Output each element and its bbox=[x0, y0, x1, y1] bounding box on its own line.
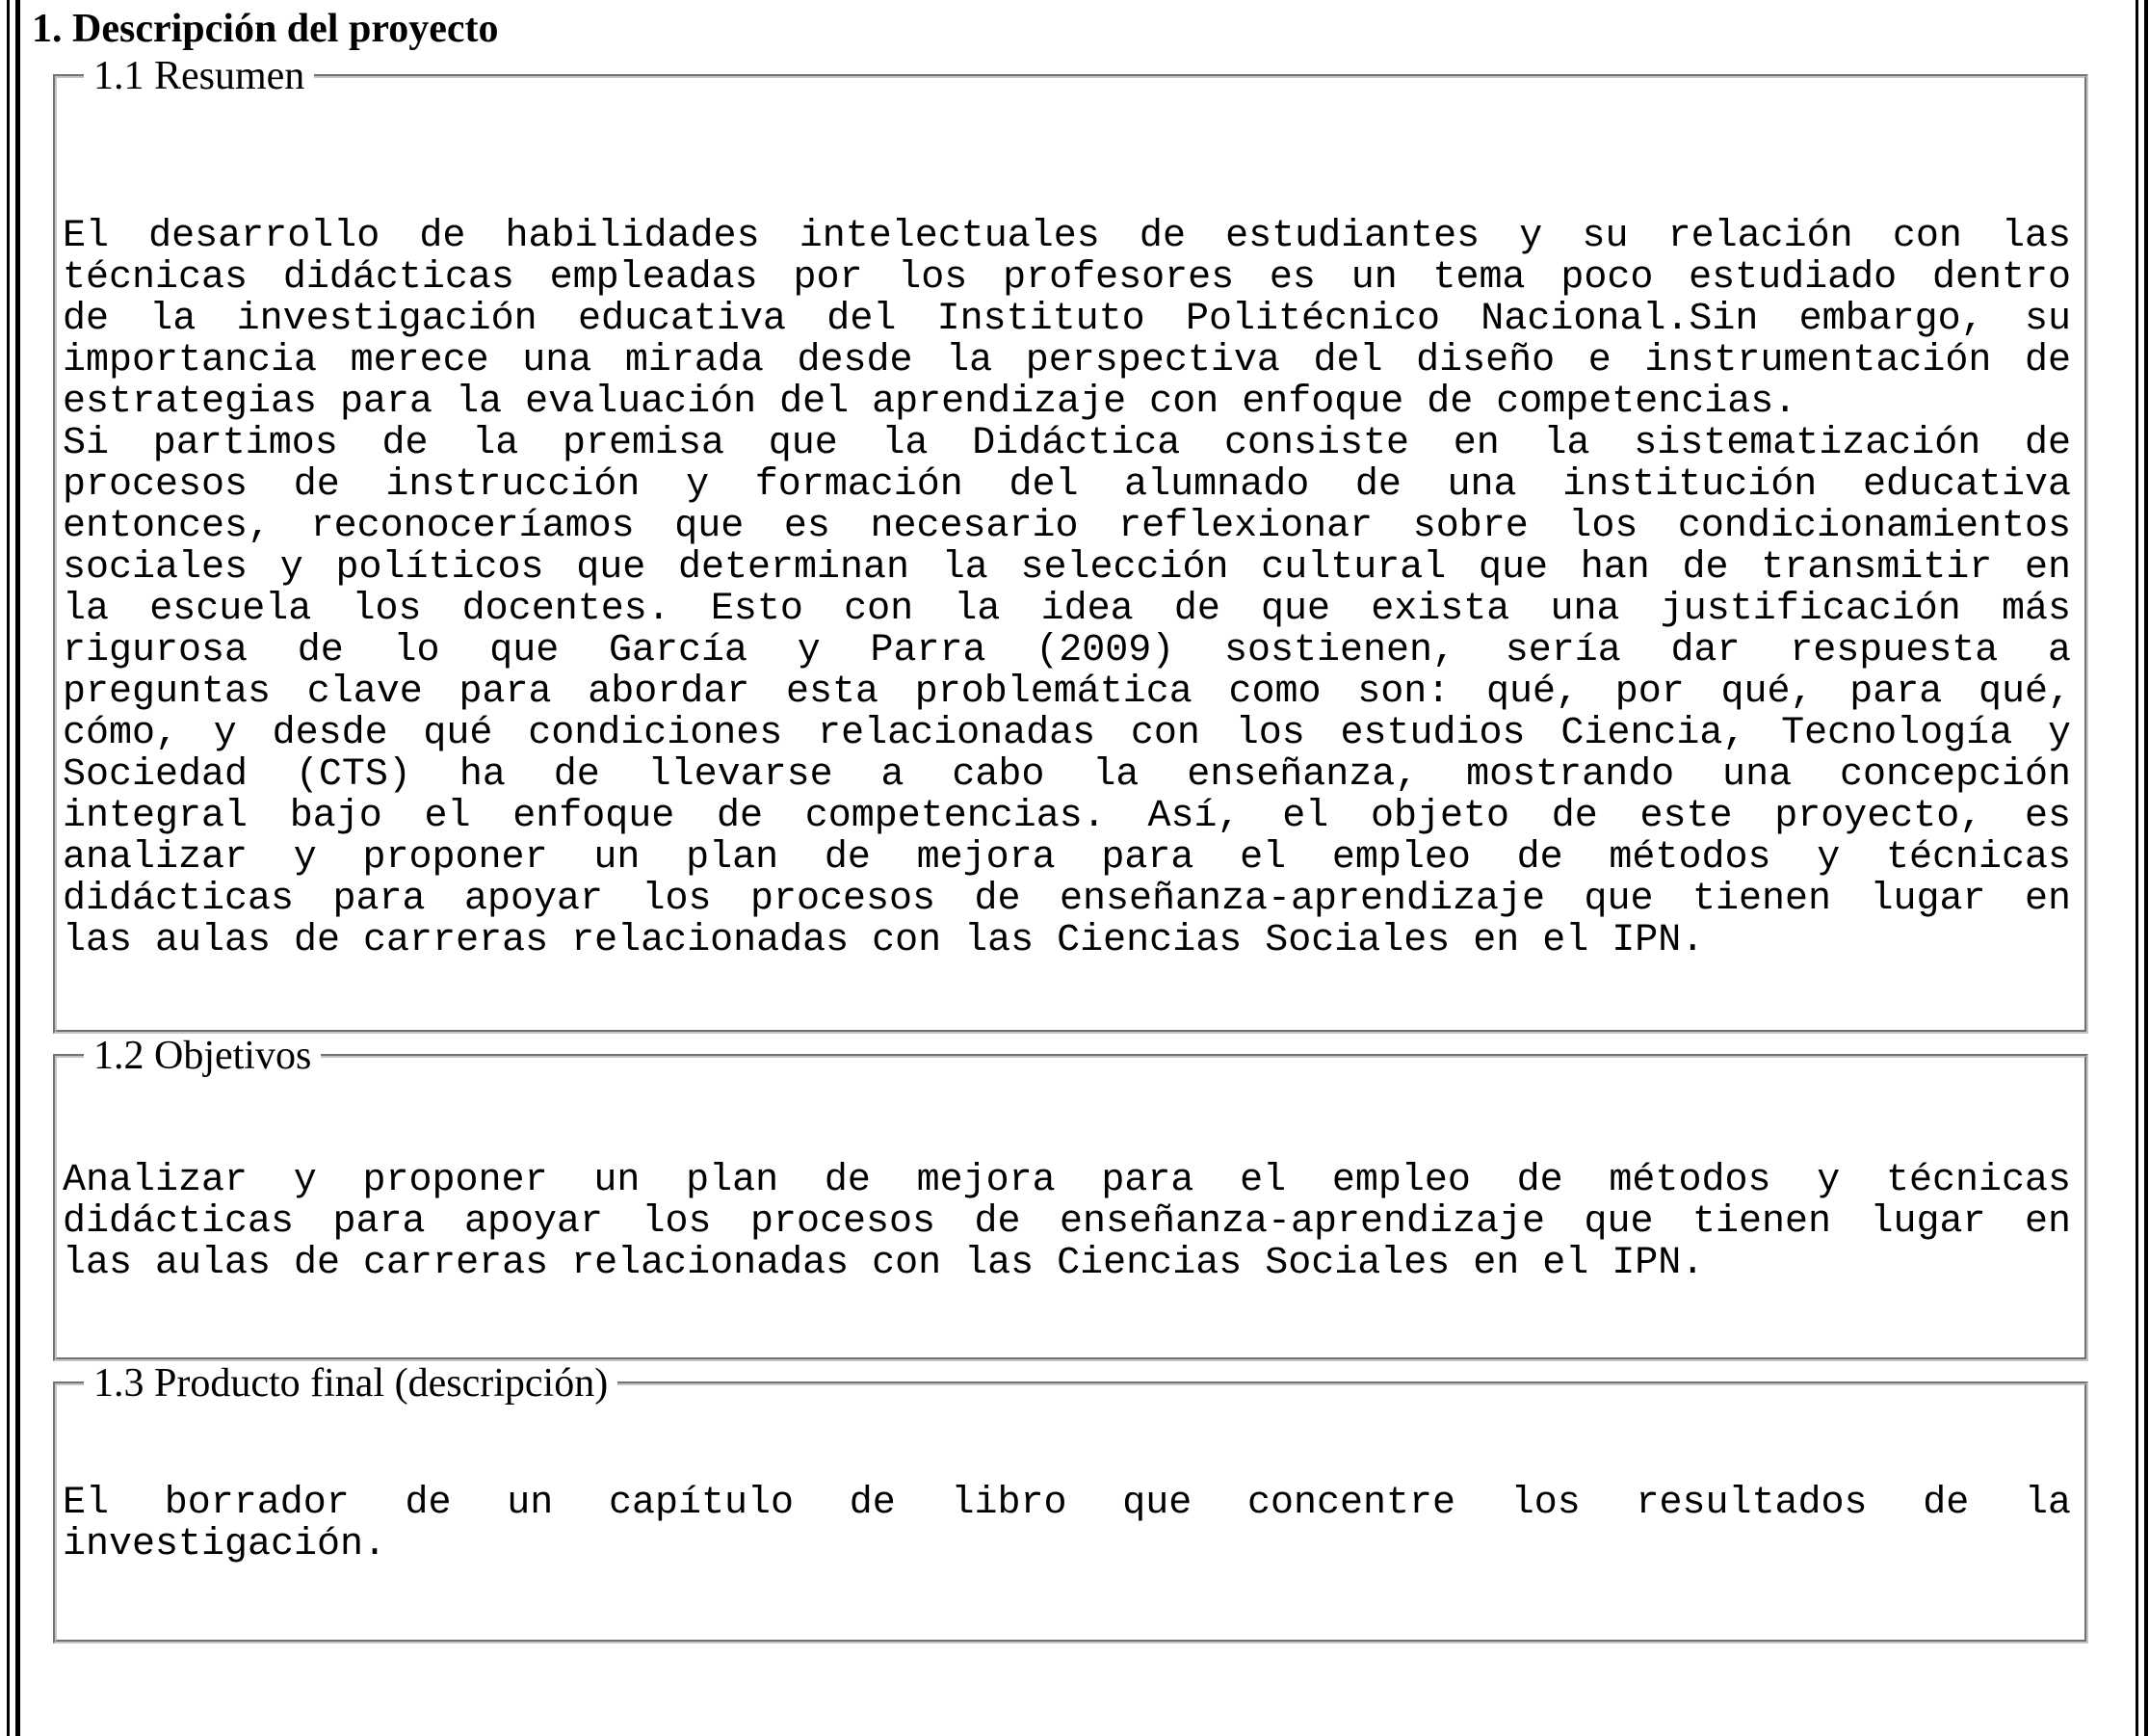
section-producto-final-legend: 1.3 Producto final (descripción) bbox=[84, 1361, 617, 1406]
text-line: las aulas de carreras relacionadas con las Ciencias Sociales en el IPN. bbox=[63, 919, 1705, 962]
section-resumen bbox=[53, 54, 2088, 1034]
section-objetivos-legend: 1.2 Objetivos bbox=[84, 1034, 321, 1078]
section-resumen-legend: 1.1 Resumen bbox=[84, 54, 314, 98]
objetivos-text bbox=[63, 1160, 2071, 1284]
text-line: rigurosa de lo que García y Parra (2009) sostienen, sería dar respuesta a bbox=[63, 629, 2071, 672]
text-line: preguntas clave para abordar esta problemática como son: qué, por qué, para qué, bbox=[63, 671, 2071, 714]
text-line: procesos de instrucción y formación del alumnado de una institución educativa bbox=[63, 463, 2071, 507]
text-line: integral bajo el enfoque de competencias. Así, el objeto de este proyecto, es bbox=[63, 795, 2071, 838]
text-line: las aulas de carreras relacionadas con las Ciencias Sociales en el IPN. bbox=[63, 1242, 1705, 1285]
paragraph bbox=[63, 1483, 2071, 1565]
text-line: analizar y proponer un plan de mejora para el empleo de métodos y técnicas bbox=[63, 836, 2071, 880]
text-line: de la investigación educativa del Instituto Politécnico Nacional.Sin embargo, su bbox=[63, 298, 2071, 341]
text-line: cómo, y desde qué condiciones relacionadas con los estudios Ciencia, Tecnología y bbox=[63, 712, 2071, 755]
page-content bbox=[20, 0, 2136, 1736]
text-line: entonces, reconoceríamos que es necesario reflexionar sobre los condicionamientos bbox=[63, 505, 2071, 548]
section-producto-final bbox=[53, 1361, 2088, 1644]
section-objetivos bbox=[53, 1034, 2088, 1361]
text-line: estrategias para la evaluación del aprendizaje con enfoque de competencias. bbox=[63, 381, 1797, 424]
text-line: Si partimos de la premisa que la Didáctica consiste en la sistematización de bbox=[63, 422, 2071, 465]
text-line: El borrador de un capítulo de libro que concentre los resultados de la bbox=[63, 1482, 2071, 1525]
text-line: investigación. bbox=[63, 1523, 387, 1566]
text-line: El desarrollo de habilidades intelectuales de estudiantes y su relación con las bbox=[63, 215, 2071, 258]
text-line: técnicas didácticas empleadas por los profesores es un tema poco estudiado dentro bbox=[63, 256, 2071, 300]
resumen-text bbox=[63, 216, 2071, 961]
paragraph bbox=[63, 1160, 2071, 1284]
text-line: la escuela los docentes. Esto con la idea de que exista una justificación más bbox=[63, 588, 2071, 631]
text-line: didácticas para apoyar los procesos de enseñanza-aprendizaje que tienen lugar en bbox=[63, 878, 2071, 921]
text-line: didácticas para apoyar los procesos de enseñanza-aprendizaje que tienen lugar en bbox=[63, 1200, 2071, 1244]
page-title: 1. Descripción del proyecto bbox=[32, 7, 499, 51]
producto-final-text bbox=[63, 1483, 2071, 1565]
text-line: sociales y políticos que determinan la selección cultural que han de transmitir en bbox=[63, 546, 2071, 590]
paragraph bbox=[63, 423, 2071, 961]
text-line: Sociedad (CTS) ha de llevarse a cabo la enseñanza, mostrando una concepción bbox=[63, 753, 2071, 797]
text-line: importancia merece una mirada desde la perspectiva del diseño e instrumentación de bbox=[63, 339, 2071, 382]
paragraph bbox=[63, 216, 2071, 423]
text-line: Analizar y proponer un plan de mejora para el empleo de métodos y técnicas bbox=[63, 1159, 2071, 1202]
